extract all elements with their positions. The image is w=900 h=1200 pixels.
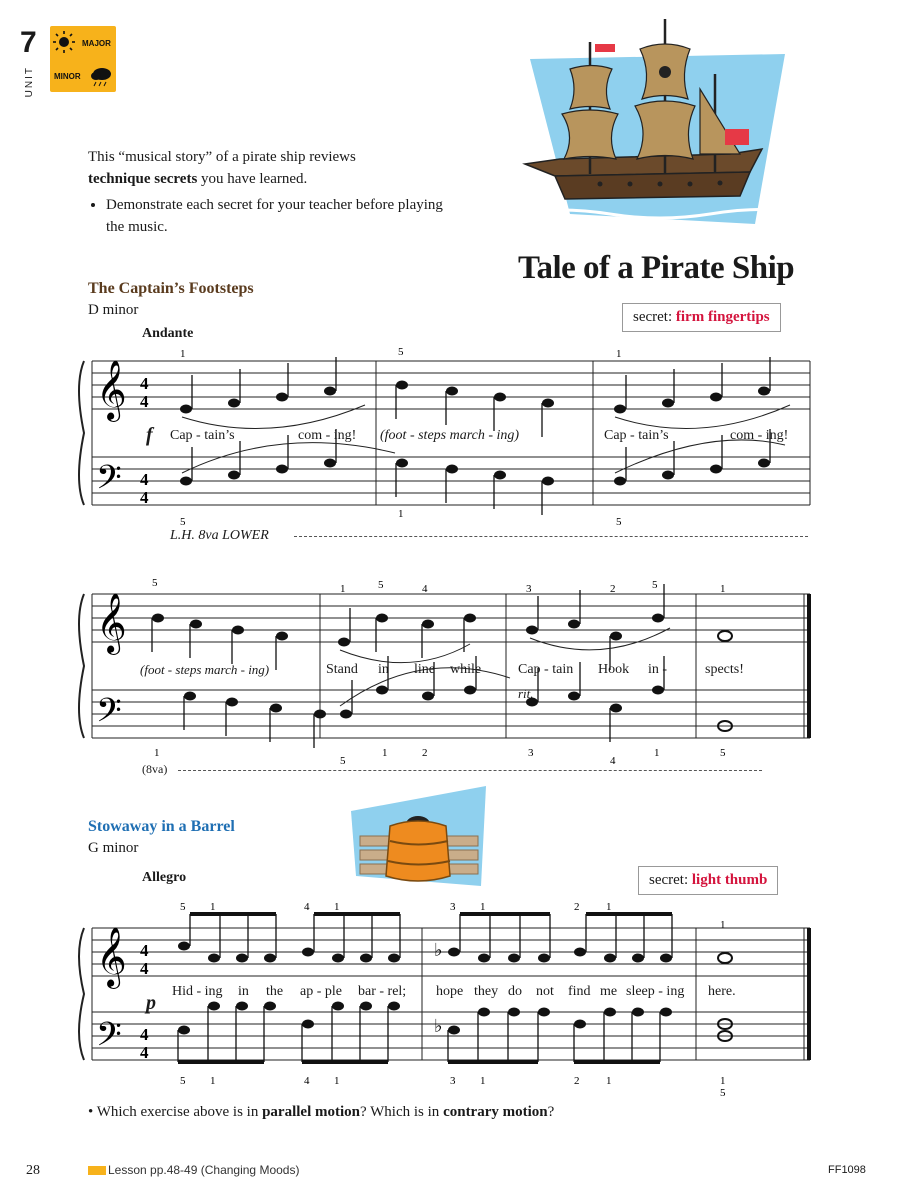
lyric: in (238, 984, 249, 999)
lyric: in (378, 662, 389, 677)
svg-text:5: 5 (340, 755, 346, 767)
svg-text:1: 1 (382, 747, 388, 759)
bass-clef-icon: 𝄢 (96, 1016, 122, 1061)
svg-text:1: 1 (480, 1075, 486, 1087)
pirate-ship-illustration (500, 14, 800, 234)
page-number: 28 (26, 1163, 40, 1178)
svg-text:1: 1 (720, 919, 726, 931)
svg-text:4: 4 (140, 1025, 149, 1044)
svg-text:1: 1 (210, 1075, 216, 1087)
lyric: Cap - tain’s (170, 428, 235, 443)
svg-text:2: 2 (574, 901, 580, 913)
minor-label: MINOR (54, 72, 81, 81)
svg-text:4: 4 (140, 488, 149, 507)
svg-text:1: 1 (334, 1075, 340, 1087)
piece1-dynamic: f (146, 424, 153, 446)
svg-text:1: 1 (654, 747, 660, 759)
svg-text:1: 1 (480, 901, 486, 913)
svg-text:4: 4 (140, 959, 149, 978)
mood-badge (50, 26, 116, 92)
motion-question: • Which exercise above is in parallel motion? Which is in contrary motion? (88, 1104, 555, 1120)
piece2-key: G minor (88, 840, 139, 856)
svg-text:1: 1 (210, 901, 216, 913)
lyric: Stand (326, 662, 358, 677)
svg-text:4: 4 (140, 374, 149, 393)
lyric: com - ing! (298, 428, 357, 443)
svg-text:4: 4 (610, 755, 616, 767)
bass-clef-icon: 𝄢 (96, 459, 122, 504)
svg-text:1: 1 (606, 1075, 612, 1087)
svg-text:5: 5 (152, 577, 158, 589)
system3-grand-staff (70, 901, 820, 1102)
lyric: ap - ple (300, 984, 342, 999)
lyric: me (600, 984, 618, 999)
svg-text:1: 1 (616, 348, 622, 360)
lyric: do (508, 984, 522, 999)
treble-clef-icon: 𝄞 (96, 929, 127, 986)
svg-text:5: 5 (180, 516, 186, 528)
svg-text:1: 1 (720, 1075, 726, 1087)
lesson-reference: Lesson pp.48-49 (Changing Moods) (88, 1163, 299, 1177)
svg-text:4: 4 (304, 1075, 310, 1087)
svg-text:1: 1 (180, 348, 186, 360)
piece2-dynamic: p (146, 992, 156, 1014)
piece1-tempo: Andante (142, 326, 194, 341)
flat-icon: ♭ (434, 940, 443, 960)
svg-text:1: 1 (334, 901, 340, 913)
svg-text:5: 5 (180, 1075, 186, 1087)
lyric: line (414, 662, 435, 677)
lyric: (foot - steps march - ing) (140, 662, 270, 677)
lyric: here. (708, 984, 736, 999)
ottava-line (178, 770, 762, 771)
piece1-title: The Captain’s Footsteps (88, 280, 254, 297)
page-title: Tale of a Pirate Ship (518, 250, 795, 286)
svg-text:4: 4 (140, 1043, 149, 1062)
lyric: while (450, 662, 482, 677)
treble-clef-icon: 𝄞 (96, 595, 127, 652)
lyric: (foot - steps march - ing) (380, 428, 520, 443)
lyric: in - (648, 662, 668, 677)
lyric: Cap - tain (518, 662, 574, 677)
piece1-secret-box: secret: firm fingertips (622, 303, 781, 332)
system1-grand-staff (70, 345, 820, 555)
svg-text:5: 5 (652, 579, 658, 591)
system2-grand-staff (70, 578, 820, 788)
lyric: Hid - ing (172, 984, 223, 999)
treble-clef-icon: 𝄞 (96, 362, 127, 419)
lyric: the (266, 984, 284, 999)
lyric: com - ing! (730, 428, 789, 443)
svg-text:3: 3 (528, 747, 534, 759)
lyric: bar - rel; (358, 984, 407, 999)
svg-text:5: 5 (720, 1087, 726, 1099)
lyric: spects! (705, 662, 744, 677)
svg-text:2: 2 (422, 747, 428, 759)
svg-text:4: 4 (140, 470, 149, 489)
svg-text:4: 4 (140, 392, 149, 411)
svg-text:1: 1 (720, 583, 726, 595)
skull-flag-icon (659, 66, 671, 78)
svg-text:2: 2 (574, 1075, 580, 1087)
intro-text: This “musical story” of a pirate ship reviews technique secrets you have learned. • Demonstrate each secret for your teacher before playing the music. (88, 146, 448, 238)
svg-text:1: 1 (340, 583, 346, 595)
rit-marking: rit. (518, 686, 534, 701)
rain-cloud-icon (91, 68, 111, 86)
svg-text:1: 1 (398, 508, 404, 520)
lyric: sleep - ing (626, 984, 685, 999)
flat-icon: ♭ (434, 1016, 443, 1036)
svg-text:4: 4 (422, 583, 428, 595)
piece2-secret-box: secret: light thumb (638, 866, 778, 895)
piece2-title: Stowaway in a Barrel (88, 818, 235, 835)
intro-bullet: • Demonstrate each secret for your teacher before playing the music. (106, 194, 448, 238)
piece2-tempo: Allegro (142, 870, 187, 885)
svg-text:4: 4 (304, 901, 310, 913)
lyric: hope (436, 984, 464, 999)
sun-icon (50, 26, 116, 92)
ottava-continuation: (8va) (142, 762, 168, 776)
svg-text:5: 5 (398, 346, 404, 358)
svg-text:5: 5 (378, 579, 384, 591)
unit-number: 7 (20, 26, 37, 59)
svg-text:5: 5 (180, 901, 186, 913)
svg-text:5: 5 (616, 516, 622, 528)
lh-8va-instruction: L.H. 8va LOWER (170, 528, 269, 543)
svg-text:3: 3 (450, 901, 456, 913)
svg-text:5: 5 (720, 747, 726, 759)
brace (79, 361, 84, 505)
catalog-code: FF1098 (828, 1164, 866, 1176)
svg-text:2: 2 (610, 583, 616, 595)
svg-text:1: 1 (154, 747, 160, 759)
lyric: find (568, 984, 591, 999)
svg-text:3: 3 (450, 1075, 456, 1087)
lyric: Hook (598, 662, 630, 677)
ottava-line (294, 536, 808, 537)
unit-label: UNIT (24, 66, 35, 98)
piece1-key: D minor (88, 302, 139, 318)
whole-note (718, 631, 732, 641)
lyric: they (474, 984, 499, 999)
major-label: MAJOR (82, 39, 111, 48)
lyric: Cap - tain’s (604, 428, 669, 443)
svg-text:3: 3 (526, 583, 532, 595)
lyric: not (536, 984, 554, 999)
svg-text:1: 1 (606, 901, 612, 913)
book-icon (88, 1166, 106, 1175)
barrel-illustration (346, 786, 491, 896)
svg-text:4: 4 (140, 941, 149, 960)
bass-clef-icon: 𝄢 (96, 692, 122, 737)
